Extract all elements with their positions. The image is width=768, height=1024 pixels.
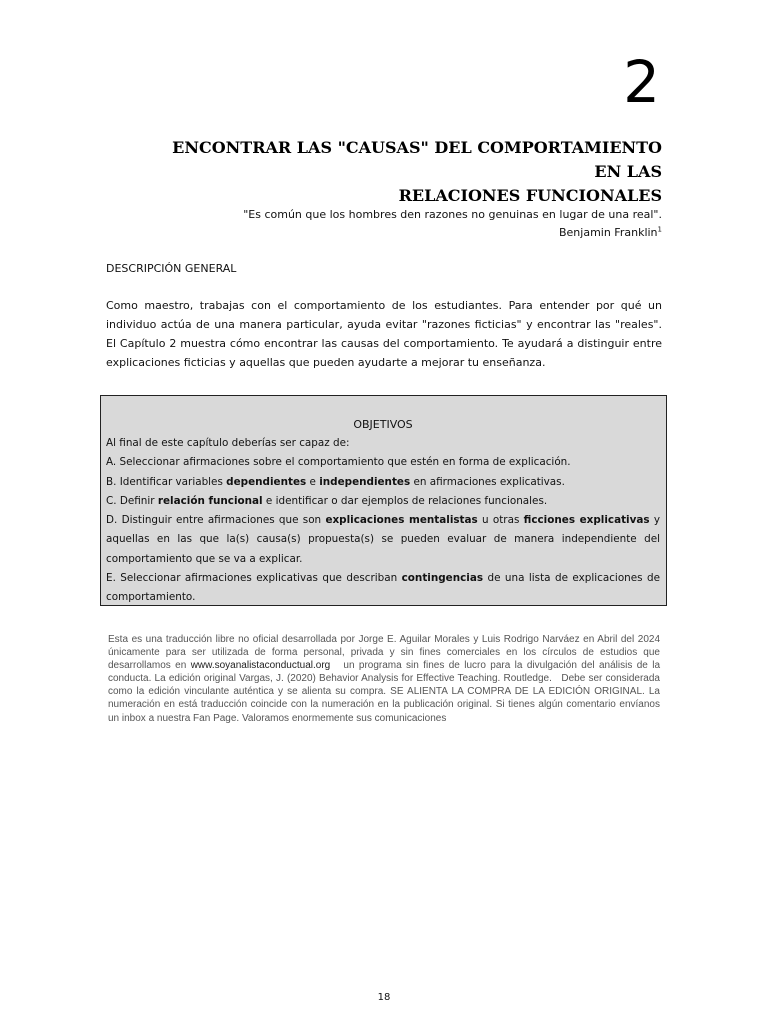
objective-c xyxy=(106,492,660,511)
objective-c-end: e identificar o dar ejemplos de relaciones funcionales. xyxy=(262,494,548,507)
term-dependientes: dependientes xyxy=(226,475,307,488)
epigraph-author-line xyxy=(142,224,662,242)
objectives-heading: OBJETIVOS xyxy=(353,418,413,431)
objective-b-conjunction: e xyxy=(306,475,320,488)
objective-b-end: en afirmaciones explicativas. xyxy=(410,475,565,488)
objective-b xyxy=(106,473,660,492)
term-independientes: independientes xyxy=(319,475,411,488)
section-heading: DESCRIPCIÓN GENERAL xyxy=(106,262,237,275)
chapter-title-line-1: ENCONTRAR LAS "CAUSAS" DEL COMPORTAMIENTO EN LAS xyxy=(172,138,662,181)
translation-note-text: Esta es una traducción libre no oficial desarrollada por Jorge E. Aguilar Morales y Luis Rodrigo Narváez en Abril del 2024 únicamente para ser utilizada de forma personal, privada y sin fines comerciales en los círculos de estudios que desarrollamos en xyxy=(108,634,660,672)
chapter-title xyxy=(142,136,662,208)
website-link[interactable]: www.soyanalistaconductual.org xyxy=(190,660,331,672)
objectives-intro: Al final de este capítulo deberías ser capaz de: xyxy=(106,437,350,449)
footnote-reference[interactable]: 1 xyxy=(657,225,662,234)
term-ficciones-explicativas: ficciones explicativas xyxy=(523,514,650,527)
overview-paragraph: Como maestro, trabajas con el comportamiento de los estudiantes. Para entender por qué un individuo actúa de una manera particular, ayuda evitar "razones ficticias" y encontrar las "reales". El Capítulo 2 muestra cómo encontrar las causas del comportamiento. Te ayudará a distinguir entre explicaciones ficticias y aquellas que pueden ayudarte a mejorar tu enseñanza. xyxy=(106,299,662,369)
objective-b-text: B. Identificar variables xyxy=(106,475,227,488)
term-relacion-funcional: relación funcional xyxy=(157,494,263,507)
epigraph-quote: "Es común que los hombres den razones no genuinas en lugar de una real". xyxy=(243,208,662,221)
term-contingencias: contingencias xyxy=(401,572,484,585)
objective-d xyxy=(106,511,660,569)
objectives-box xyxy=(100,395,667,606)
objective-c-text: C. Definir xyxy=(106,494,158,507)
chapter-title-line-2: RELACIONES FUNCIONALES xyxy=(398,186,662,205)
epigraph xyxy=(142,206,662,242)
objective-d-text: D. Distinguir entre afirmaciones que son xyxy=(106,514,326,527)
chapter-number: 2 xyxy=(623,48,660,116)
objective-e-text: E. Seleccionar afirmaciones explicativas que describan xyxy=(106,572,402,585)
epigraph-author: Benjamin Franklin xyxy=(558,226,658,239)
term-explicaciones-mentalistas: explicaciones mentalistas xyxy=(325,514,478,527)
objective-a: A. Seleccionar afirmaciones sobre el comportamiento que estén en forma de explicación. xyxy=(106,456,571,469)
objective-e-end: de una lista de explicaciones de comportamiento. xyxy=(106,572,660,604)
objective-e xyxy=(106,569,660,608)
translation-note-text-continued: un programa sin fines de lucro para la divulgación del análisis de la conducta. La edición original Vargas, J. (2020) Behavior Analysis for Effective Teaching. Routledge. Debe ser considerada como la edición vinculante auténtica y se alienta su compra. SE ALIENTA LA COMPRA DE LA EDICIÓN ORIGINAL. La numeración en está traducción coincide con la numeración en la publicación original. Si tienes algún comentario envíanos un inbox a nuestra Fan Page. Valoramos enormemente sus comunicaciones xyxy=(108,660,663,724)
translation-note xyxy=(108,633,663,725)
page-number: 18 xyxy=(377,992,391,1003)
objective-d-conjunction: u otras xyxy=(477,514,524,527)
objective-d-end: y aquellas en las que la(s) causa(s) propuesta(s) se pueden evaluar de manera independiente del comportamiento que se va a explicar. xyxy=(106,514,661,565)
